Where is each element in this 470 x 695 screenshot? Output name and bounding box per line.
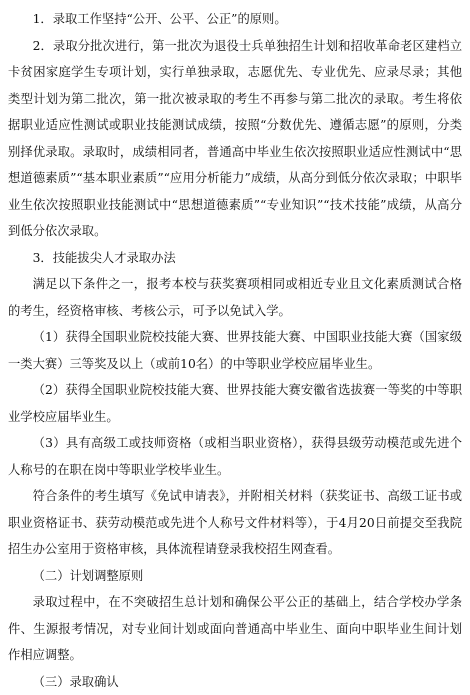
application-procedure-paragraph: 符合条件的考生填写《免试申请表》，并附相关材料（获奖证书、高级工证书或职业资格证书、获劳动模范或先进个人称号文件材料等），于4月20日前提交至我院招生办公室用于资格审核，具体流程请登录我校招生网查看。 [8,483,462,563]
condition-2-paragraph: （2）获得全国职业院校技能大赛、世界技能大赛安徽省选拔赛一等奖的中等职业学校应届毕业生。 [8,377,462,430]
rule-3-heading: 3．技能拔尖人才录取办法 [8,245,462,272]
rule-2-paragraph: 2．录取分批次进行，第一批次为退役士兵单独招生计划和招收革命老区建档立卡贫困家庭学生专项计划，实行单独录取，志愿优先、专业优先、应录尽录；其他类型计划为第二批次，第一批次被录取的考生不再参与第二批次的录取。考生将依据职业适应性测试或职业技能测试成绩，按照“分数优先、遵循志愿”的原则，分类别择优录取。录取时，成绩相同者，普通高中毕业生依次按照职业适应性测试中“思想道德素质”“基本职业素质”“应用分析能力”成绩，从高分到低分依次录取；中职毕业生依次按照职业技能测试中“思想道德素质”“专业知识”“技术技能”成绩，从高分到低分依次录取。 [8,33,462,245]
condition-1-paragraph: （1）获得全国职业院校技能大赛、世界技能大赛、中国职业技能大赛（国家级一类大赛）三等奖及以上（或前10名）的中等职业学校应届毕业生。 [8,324,462,377]
condition-3-paragraph: （3）具有高级工或技师资格（或相当职业资格），获得县级劳动模范或先进个人称号的在职在岗中等职业学校毕业生。 [8,430,462,483]
plan-adjustment-paragraph: 录取过程中，在不突破招生总计划和确保公平公正的基础上，结合学校办学条件、生源报考情况，对专业间计划或面向普通高中毕业生、面向中职毕业生间计划作相应调整。 [8,589,462,669]
section-3-heading: （三）录取确认 [8,669,462,695]
section-2-heading: （二）计划调整原则 [8,563,462,590]
rule-1-paragraph: 1．录取工作坚持“公开、公平、公正”的原则。 [8,6,462,33]
exemption-conditions-paragraph: 满足以下条件之一，报考本校与获奖赛项相同或相近专业且文化素质测试合格的考生，经资格审核、考核公示，可予以免试入学。 [8,271,462,324]
